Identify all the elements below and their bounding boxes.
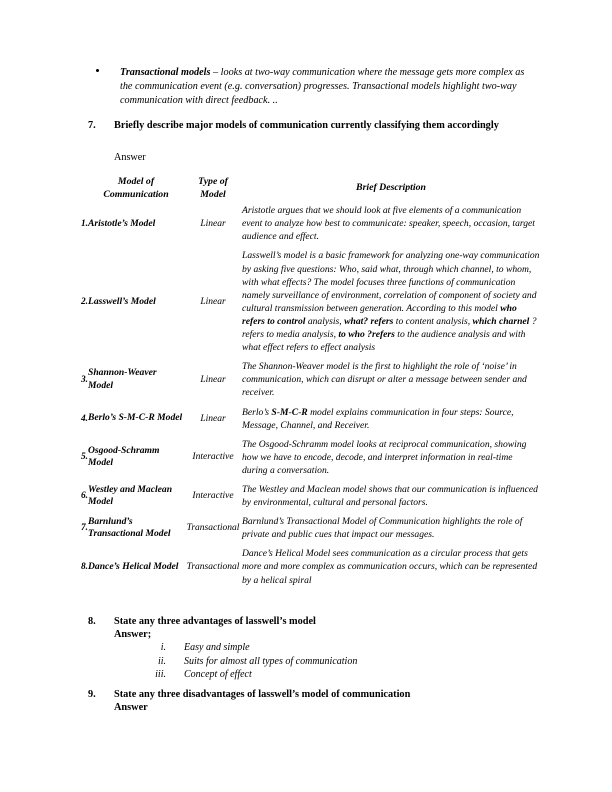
row-number: 1. <box>81 218 88 229</box>
row-number: 5. <box>81 452 88 463</box>
row-model-name: Westley and Maclean Model <box>88 483 173 508</box>
list-item-label: Easy and simple <box>184 642 250 653</box>
row-description: Lasswell’s model is a basic framework for analyzing one-way communication by asking five questions: Who, said what, through which channel, to whom, with what effects? The model focuses three functions of communication namely surveillance of environment, correlation of component of society and cultural transmission between generation. According to this model who refers to control analysis, what? refers to content analysis, which charnel ?refers to media analysis, to who ?refers to the audience analysis and with what effect refers to effect analysis <box>242 250 540 354</box>
header-type-line2: Model <box>200 188 226 200</box>
question-9-text: State any three disadvantages of lasswell’s model of communication <box>114 689 411 700</box>
list-item <box>140 655 520 669</box>
row-model-type: Transactional <box>186 523 240 534</box>
header-number <box>74 176 88 201</box>
bullet-term: Transactional models <box>120 67 211 78</box>
header-model-line1: Model of <box>117 176 155 187</box>
row-description: The Osgood-Schramm model looks at reciprocal communication, showing how we have to encode, decode, and interpret information in real-time during a conversation. <box>242 438 527 476</box>
row-description: The Shannon-Weaver model is the first to highlight the role of ‘noise’ in communication, which can disrupt or alter a message between sender and receiver. <box>242 361 527 399</box>
row-model-name: Dance’s Helical Model <box>88 560 179 572</box>
bullet-text <box>120 66 534 108</box>
bullet-dot-icon <box>96 69 99 72</box>
row-number: 3. <box>81 374 88 385</box>
row-description: Dance’s Helical Model sees communication as a circular process that gets more and more complex as communication occurs, which can be represented by a helical spiral <box>242 548 538 586</box>
list-item <box>140 641 520 655</box>
row-model-type: Transactional <box>186 561 240 572</box>
list-item-label: Suits for almost all types of communication <box>184 655 358 667</box>
row-model-type: Interactive <box>192 491 234 502</box>
question-7-answer-label: Answer <box>114 152 146 163</box>
list-item-marker: iii. <box>155 669 166 681</box>
table-row <box>74 246 540 357</box>
list-item <box>140 668 520 682</box>
list-item-marker: ii. <box>157 655 166 667</box>
header-type-line1: Type of <box>198 176 228 187</box>
question-9-number: 9. <box>88 689 96 700</box>
question-7 <box>88 119 528 133</box>
header-type-of-model <box>184 176 242 201</box>
table-row <box>74 435 540 480</box>
row-model-type: Linear <box>200 374 226 385</box>
row-model-name: Aristotle’s Model <box>88 217 156 229</box>
row-description: The Westley and Maclean model shows that our communication is influenced by environmental, cultural and personal factors. <box>242 483 538 509</box>
row-model-type: Linear <box>200 296 226 307</box>
row-model-name: Shannon-Weaver Model <box>88 367 157 391</box>
table-row <box>74 201 540 246</box>
list-item-marker: i. <box>160 642 166 653</box>
row-model-type: Linear <box>200 413 226 424</box>
question-9-answer-label: Answer <box>114 702 148 713</box>
models-table <box>74 176 540 590</box>
header-brief-description: Brief Description <box>356 182 426 194</box>
table-header-row <box>74 176 540 201</box>
question-8-number: 8. <box>88 616 96 627</box>
row-description: Berlo’s S-M-C-R model explains communication in four steps: Source, Message, Channel, and Receiver. <box>242 406 514 431</box>
question-8-text: State any three advantages of lasswell’s model <box>114 616 316 627</box>
question-7-text: Briefly describe major models of communication currently classifying them accordingly <box>114 120 499 131</box>
row-model-name: Osgood-Schramm Model <box>88 444 160 469</box>
header-model-of-communication <box>88 176 184 201</box>
row-number: 7. <box>81 523 88 534</box>
row-number: 6. <box>81 491 88 502</box>
question-8 <box>88 615 528 629</box>
row-model-name: Barnlund’s Transactional Model <box>88 515 171 540</box>
row-description: Aristotle argues that we should look at five elements of a communication event to analyze how best to communicate: speaker, speech, occasion, target audience and effect. <box>242 205 535 243</box>
row-model-type: Linear <box>200 218 226 229</box>
table-row <box>74 403 540 435</box>
question-9 <box>88 688 528 702</box>
row-model-type: Interactive <box>192 452 234 463</box>
row-model-name: Lasswell’s Model <box>88 295 156 307</box>
row-number: 8. <box>81 561 88 572</box>
row-number: 2. <box>81 296 88 307</box>
question-7-number: 7. <box>88 120 96 131</box>
question-8-answer-label: Answer; <box>114 629 152 640</box>
table-row <box>74 357 540 402</box>
question-8-answer-list <box>140 641 520 682</box>
table-row <box>74 480 540 512</box>
transactional-models-bullet <box>96 66 534 108</box>
table-row <box>74 544 540 589</box>
bullet-body: – looks at two-way communication where the message gets more complex as the communication event (e.g. conversation) progresses. Transactional models highlight two-way communication with direct feedback. .. <box>120 67 525 107</box>
table-row <box>74 512 540 544</box>
row-model-name: Berlo’s S-M-C-R Model <box>88 412 183 424</box>
header-model-line2: Communication <box>103 188 169 200</box>
row-description: Barnlund’s Transactional Model of Communication highlights the role of private and public cues that impact our messages. <box>242 516 523 541</box>
row-number: 4. <box>81 413 88 424</box>
list-item-label: Concept of effect <box>184 669 252 681</box>
